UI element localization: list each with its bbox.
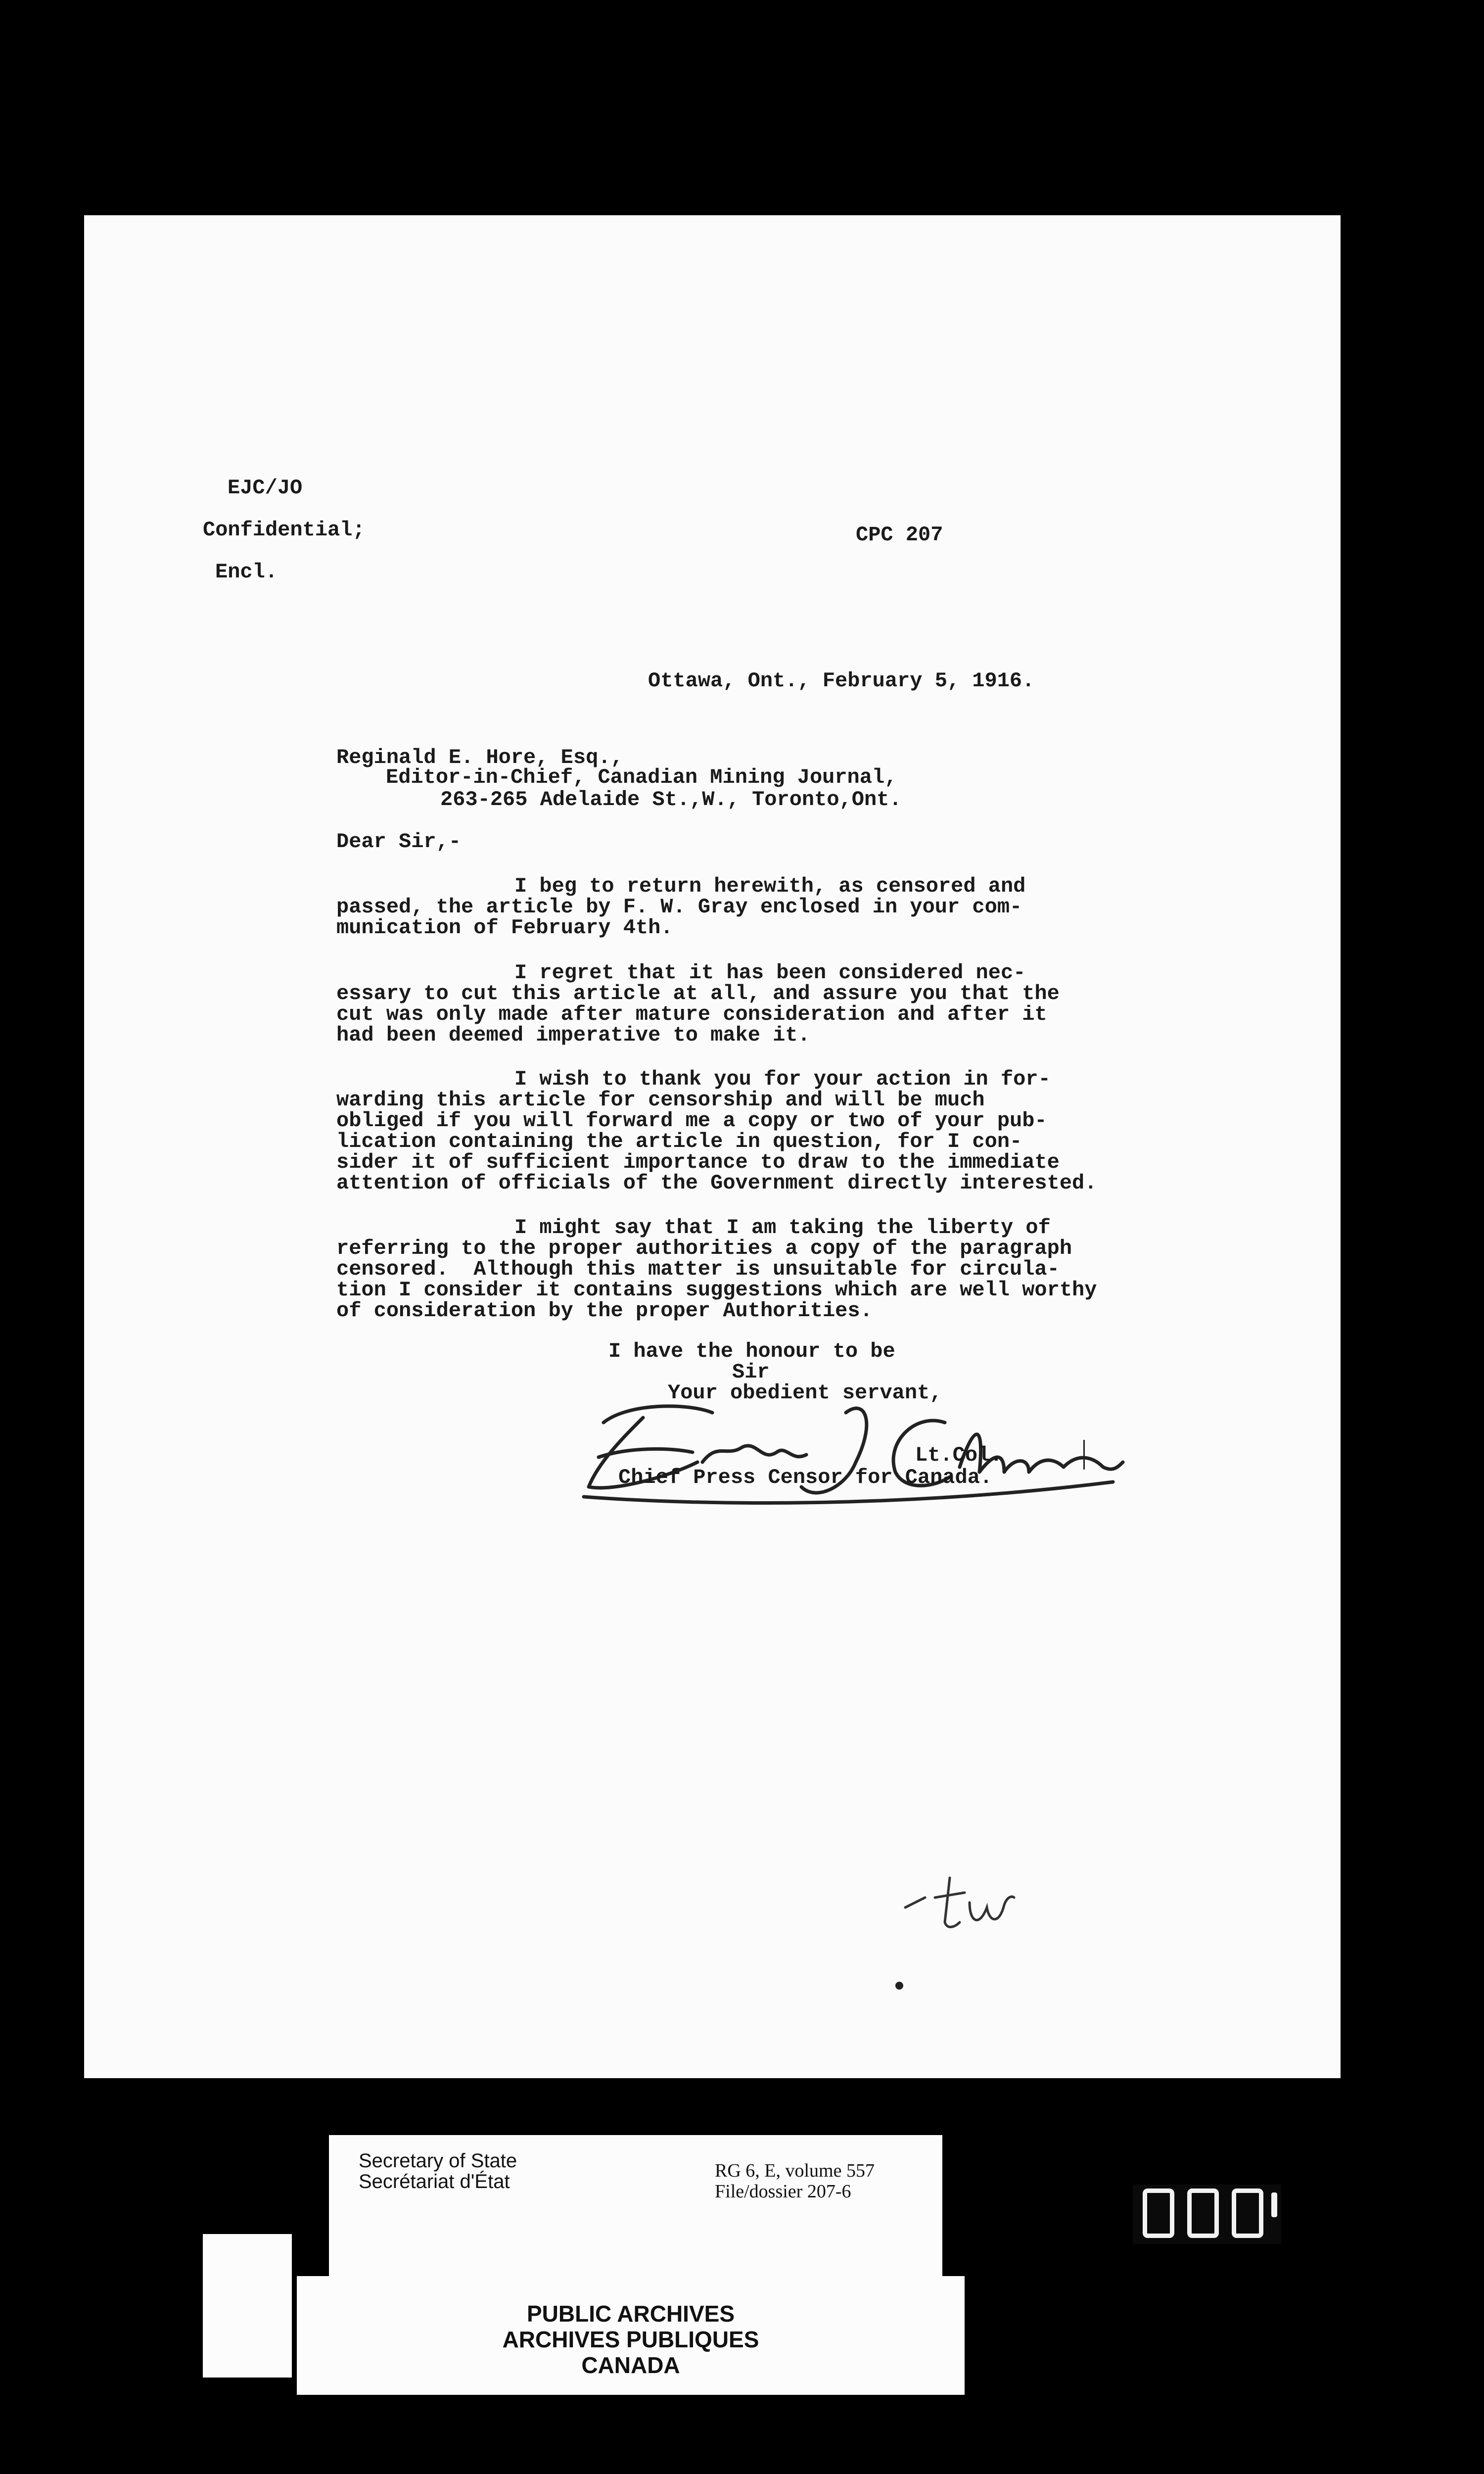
paragraph-2-line: essary to cut this article at all, and assure you that the: [336, 982, 1060, 1005]
stamp-line-2: ARCHIVES PUBLIQUES: [502, 2327, 759, 2352]
paragraph-3-line: obliged if you will forward me a copy or two of your pub-: [336, 1109, 1047, 1133]
reference-initials: EJC/JO: [228, 476, 303, 500]
margin-note: [895, 1863, 1024, 1942]
paragraph-2-line: had been deemed imperative to make it.: [336, 1023, 810, 1047]
paragraph-2-line: I regret that it has been considered nec-: [514, 961, 1026, 985]
archive-label-top: [329, 2135, 942, 2293]
archive-stamp: [297, 2301, 965, 2378]
recipient-address: 263-265 Adelaide St.,W., Toronto,Ont.: [440, 788, 902, 811]
mark: [895, 1982, 903, 1990]
closing-line: Sir: [732, 1360, 770, 1384]
paragraph-2-line: cut was only made after mature consideration and after it: [336, 1002, 1047, 1026]
recipient-title: Editor-in-Chief, Canadian Mining Journal,: [386, 765, 897, 789]
department-en: Secretary of State: [359, 2150, 517, 2172]
counter-digit-partial: [1271, 2192, 1277, 2217]
frame-counter: [1133, 2185, 1281, 2244]
counter-digit: [1187, 2189, 1219, 2238]
paragraph-4-line: referring to the proper authorities a copy of the paragraph: [336, 1237, 1072, 1260]
archive-label-lower: [203, 2234, 292, 2378]
classification: Confidential;: [203, 518, 365, 542]
paragraph-3-line: warding this article for censorship and will be much: [336, 1088, 985, 1112]
stamp-line-1: PUBLIC ARCHIVES: [527, 2301, 735, 2327]
signer-title: Chief Press Censor for Canada.: [618, 1466, 993, 1489]
record-group: RG 6, E, volume 557: [715, 2160, 875, 2181]
date-line: Ottawa, Ont., February 5, 1916.: [648, 669, 1035, 693]
signature: [569, 1393, 1128, 1512]
counter-digit: [1143, 2189, 1174, 2238]
paragraph-1-line: passed, the article by F. W. Gray enclosed in your com-: [336, 895, 1022, 919]
paragraph-4-line: I might say that I am taking the liberty of: [514, 1216, 1051, 1239]
paragraph-3-line: I wish to thank you for your action in for-: [514, 1067, 1051, 1091]
paragraph-4-line: of consideration by the proper Authorities.: [336, 1299, 873, 1323]
paragraph-4-line: censored. Although this matter is unsuitable for circula-: [336, 1257, 1060, 1281]
paragraph-3-line: sider it of sufficient importance to draw to the immediate: [336, 1150, 1060, 1174]
paragraph-3-line: attention of officials of the Government directly interested.: [336, 1171, 1097, 1195]
paragraph-1-line: I beg to return herewith, as censored and: [514, 874, 1026, 898]
mark: [1083, 1440, 1085, 1470]
enclosure: Encl.: [215, 560, 278, 584]
file-number: CPC 207: [856, 523, 943, 547]
closing-line: I have the honour to be: [608, 1339, 895, 1363]
recipient-name: Reginald E. Hore, Esq.,: [336, 746, 623, 769]
rank: Lt.Col.: [915, 1443, 1003, 1467]
paragraph-3-line: lication containing the article in question, for I con-: [336, 1130, 1022, 1153]
paragraph-1-line: munication of February 4th.: [336, 916, 673, 940]
letter-page: [84, 215, 1341, 2078]
paragraph-4-line: tion I consider it contains suggestions which are well worthy: [336, 1278, 1097, 1302]
stamp-line-3: CANADA: [581, 2352, 680, 2378]
department-fr: Secrétariat d'État: [359, 2171, 510, 2192]
closing-line: Your obedient servant,: [668, 1381, 942, 1405]
counter-digit: [1232, 2189, 1263, 2238]
file-reference: File/dossier 207-6: [715, 2181, 851, 2202]
salutation: Dear Sir,-: [336, 830, 462, 854]
